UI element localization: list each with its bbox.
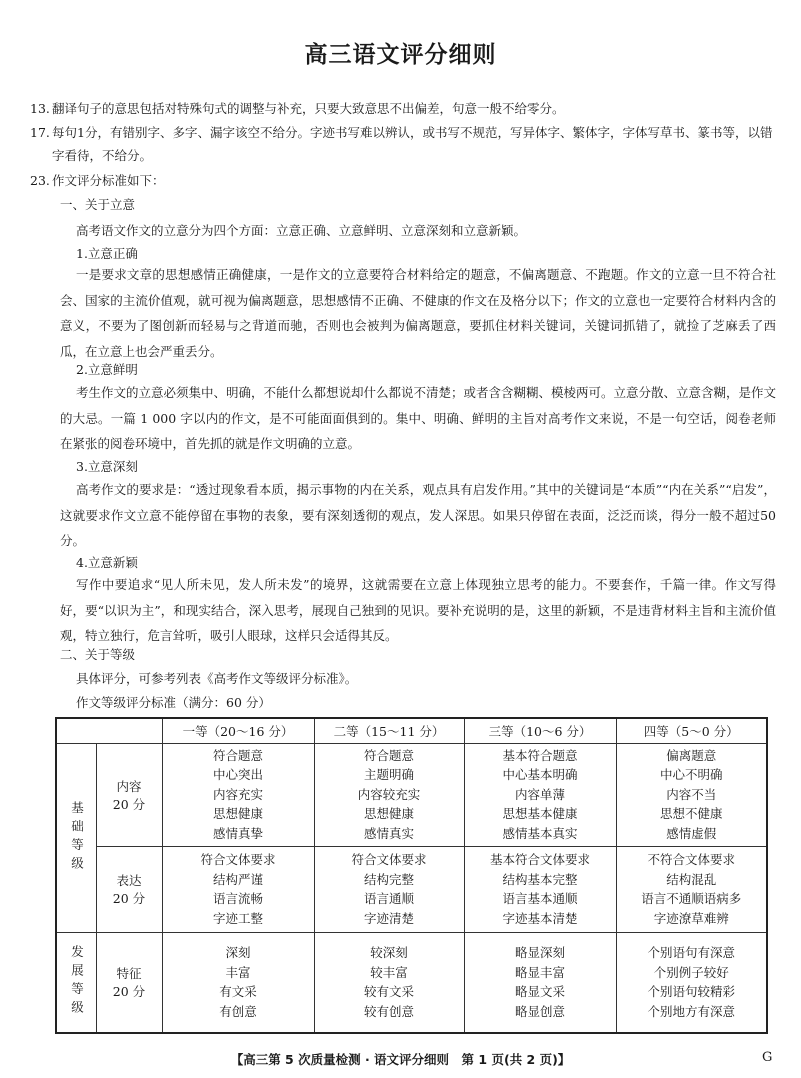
group-label-basic <box>56 743 96 932</box>
page-footer: 【高三第 5 次质量检测 · 语文评分细则 第 1 页(共 2 页)】 <box>230 1052 571 1067</box>
row-score: 20 分 <box>112 891 146 906</box>
row-label-cell <box>96 932 162 1033</box>
cell-line: 个别地方有深意 <box>647 1003 735 1019</box>
cell-line: 个别语句较精彩 <box>647 984 735 1000</box>
header-grade-3: 三等（10～6 分） <box>464 718 616 743</box>
cell-line: 中心突出 <box>212 767 263 783</box>
cell-line: 感情虚假 <box>666 825 717 841</box>
cell-line: 丰富 <box>225 964 251 980</box>
cell-line: 字迹潦草难辨 <box>653 910 729 926</box>
row-label-cell <box>96 846 162 932</box>
row-label: 内容 <box>116 778 142 794</box>
paragraph-3: 高考作文的要求是：“透过现象看本质，揭示事物的内在关系，观点具有启发作用。”其中的关键词是“本质”“内在关系”“启发”，这就要求作文立意不能停留在事物的表象，要有深刻透彻的观点，发人深思。如果只停留在表面，泛泛而谈，得分一般不超过50 分。 <box>60 482 776 549</box>
cell-line: 结构严谨 <box>212 871 263 887</box>
cell-line: 较丰富 <box>370 964 408 980</box>
cell-line: 感情真挚 <box>212 825 263 841</box>
cell-line: 字迹清楚 <box>363 910 414 926</box>
cell-line: 略显丰富 <box>514 964 565 980</box>
cell-line: 内容充实 <box>212 786 263 802</box>
cell-line: 结构基本完整 <box>502 871 578 887</box>
cell-line: 结构混乱 <box>666 871 717 887</box>
cell-line: 基本符合文体要求 <box>489 852 590 867</box>
grading-table <box>55 717 768 1034</box>
table-corner-cell <box>56 718 162 743</box>
row-score: 20 分 <box>112 796 146 812</box>
cell-line: 内容较充实 <box>357 786 421 802</box>
header-grade-1: 一等（20～16 分） <box>162 718 314 743</box>
subheading-4: 4.立意新颖 <box>76 555 138 570</box>
row-label: 特征 <box>116 966 142 982</box>
cell-line: 内容单薄 <box>514 786 565 802</box>
cell-line: 符合题意 <box>212 747 263 763</box>
group-label-text: 发展等级 <box>69 945 85 1020</box>
cell-line: 语言基本通顺 <box>502 891 578 906</box>
cell-line: 略显文采 <box>514 984 565 1000</box>
cell-line: 符合文体要求 <box>351 852 427 867</box>
row-score: 20 分 <box>112 984 146 1000</box>
cell-line: 感情真实 <box>363 825 414 841</box>
section-1-intro: 高考语文作文的立意分为四个方面：立意正确、立意鲜明、立意深刻和立意新颖。 <box>76 223 527 238</box>
cell-line: 感情基本真实 <box>502 825 578 841</box>
subheading-1: 1.立意正确 <box>76 246 138 261</box>
table-cell <box>616 846 767 932</box>
subheading-2: 2.立意鲜明 <box>76 362 138 377</box>
cell-line: 略显深刻 <box>514 945 565 961</box>
item-number: 13. <box>30 101 50 116</box>
cell-line: 较有文采 <box>363 984 414 1000</box>
item-text: 每句1分，有错别字、多字、漏字该空不给分。字迹书写难以辨认，或书写不规范，写异体字、繁体字，字体写草书、篆书等，以错字看待，不给分。 <box>52 125 773 163</box>
cell-line: 语言不通顺语病多 <box>641 891 742 906</box>
cell-line: 基本符合题意 <box>502 747 578 763</box>
footer-code: G <box>762 1050 773 1065</box>
cell-line: 有创意 <box>219 1003 257 1019</box>
section-2-intro: 具体评分，可参考列表《高考作文等级评分标准》。 <box>76 671 358 686</box>
group-label-text: 基础等级 <box>69 800 85 875</box>
table-header-row <box>56 718 767 743</box>
header-grade-4: 四等（5～0 分） <box>616 718 767 743</box>
cell-line: 思想健康 <box>212 806 263 822</box>
cell-line: 深刻 <box>225 945 251 961</box>
cell-line: 语言流畅 <box>212 891 263 906</box>
cell-line: 符合文体要求 <box>200 852 276 867</box>
cell-line: 字迹工整 <box>212 910 263 926</box>
item-text: 翻译句子的意思包括对特殊句式的调整与补充，只要大致意思不出偏差，句意一般不给零分。 <box>52 101 565 116</box>
cell-line: 不符合文体要求 <box>647 852 735 867</box>
cell-line: 主题明确 <box>363 767 414 783</box>
table-cell <box>162 743 314 846</box>
item-23 <box>30 169 775 192</box>
header-grade-2: 二等（15～11 分） <box>314 718 464 743</box>
table-caption: 作文等级评分标准（满分：60 分） <box>76 695 271 710</box>
paragraph-2: 考生作文的立意必须集中、明确，不能什么都想说却什么都说不清楚；或者含含糊糊、模棱两可。立意分散、立意含糊，是作文的大忌。一篇 1 000 字以内的作文，是不可能面面俱到的。集中、明确、鲜明的主旨对高考作文来说，不是一句空话，阅卷老师在紧张的阅卷环境中，首先抓的就是作文明确的立意。 <box>60 385 777 452</box>
table-row-content <box>56 743 767 846</box>
table-row-expression <box>56 846 767 932</box>
cell-line: 思想基本健康 <box>502 806 578 822</box>
paragraph-4: 写作中要追求“见人所未见，发人所未发”的境界，这就需要在立意上体现独立思考的能力。不要套作，千篇一律。作文写得好，要“以识为主”，和现实结合，深入思考，展现自己独到的见识。要补充说明的是，这里的新颖，不是违背材料主旨和主流价值观，特立独行，危言耸听，吸引人眼球，这样只会适得其反。 <box>60 577 776 644</box>
cell-line: 思想不健康 <box>659 806 723 822</box>
section-heading-1: 一、关于立意 <box>60 197 136 212</box>
table-cell <box>464 743 616 846</box>
cell-line: 较有创意 <box>363 1003 414 1019</box>
table-cell <box>162 932 314 1033</box>
cell-line: 结构完整 <box>363 871 414 887</box>
cell-line: 中心不明确 <box>659 767 723 783</box>
group-label-development <box>56 932 96 1033</box>
page-title: 高三语文评分细则 <box>304 42 497 68</box>
paragraph-1: 一是要求文章的思想感情正确健康，一是作文的立意要符合材料给定的题意，不偏离题意、不跑题。作文的立意一旦不符合社会、国家的主流价值观，就可视为偏离题意，思想感情不正确、不健康的作文在及格分以下；作文的立意也一定要符合材料内含的意义，不要为了图创新而轻易与之背道而驰，否则也会被判为偏离题意，要抓住材料关键词，关键词抓错了，就捡了芝麻丢了西瓜，在立意上也会严重丢分。 <box>60 267 776 360</box>
item-text: 作文评分标准如下： <box>52 173 165 188</box>
cell-line: 字迹基本清楚 <box>502 910 578 926</box>
subheading-3: 3.立意深刻 <box>76 459 138 474</box>
table-cell <box>162 846 314 932</box>
cell-line: 个别例子较好 <box>653 964 729 980</box>
cell-line: 有文采 <box>219 984 257 1000</box>
table-cell <box>314 846 464 932</box>
section-heading-2: 二、关于等级 <box>60 647 136 662</box>
table-cell <box>314 932 464 1033</box>
table-cell <box>616 932 767 1033</box>
cell-line: 略显创意 <box>514 1003 565 1019</box>
row-label-cell <box>96 743 162 846</box>
table-cell <box>464 932 616 1033</box>
item-17 <box>30 121 775 167</box>
table-cell <box>314 743 464 846</box>
cell-line: 思想健康 <box>363 806 414 822</box>
table-cell <box>464 846 616 932</box>
cell-line: 中心基本明确 <box>502 767 578 783</box>
item-number: 17. <box>30 125 50 140</box>
cell-line: 符合题意 <box>363 747 414 763</box>
cell-line: 较深刻 <box>370 945 408 961</box>
item-13 <box>30 97 775 120</box>
cell-line: 个别语句有深意 <box>647 945 735 961</box>
table-row-feature <box>56 932 767 1033</box>
cell-line: 语言通顺 <box>363 891 414 906</box>
cell-line: 偏离题意 <box>666 747 717 763</box>
row-label: 表达 <box>116 873 142 888</box>
item-number: 23. <box>30 173 50 188</box>
cell-line: 内容不当 <box>666 786 717 802</box>
table-cell <box>616 743 767 846</box>
